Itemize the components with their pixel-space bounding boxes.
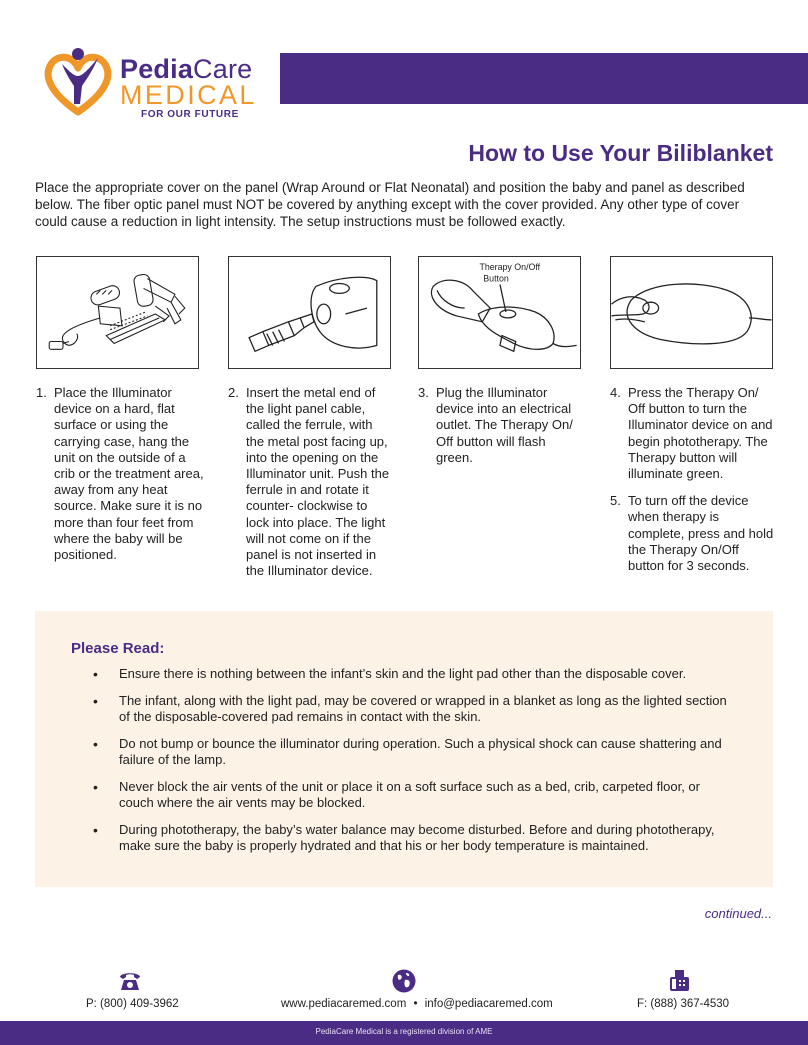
step-number: 4. [610,385,621,400]
step-number: 5. [610,493,621,509]
step-column-1 [36,385,206,574]
callout-label-line1: Therapy On/Off [479,261,541,272]
list-item [93,736,733,769]
list-item [93,779,733,812]
plug-icon [419,257,580,368]
step-text: Plug the Illuminator device into an electrical outlet. The Therapy On/ Off button will flash green. [436,385,573,465]
page-title: How to Use Your Biliblanket [468,140,773,166]
step-item-1 [36,385,206,563]
continued-label: continued... [704,906,772,921]
list-item-text: Never block the air vents of the unit or place it on a soft surface such as a bed, crib, carpeted floor, or couch where the air vents may be blocked. [119,778,700,810]
plug-illustration [418,256,581,369]
list-item-text: Do not bump or bounce the illuminator during operation. Such a physical shock can cause shattering and failure of the lamp. [119,735,722,767]
please-read-list [93,666,733,865]
list-item [93,822,733,855]
list-item-text: During phototherapy, the baby’s water balance may become disturbed. Before and during phototherapy, make sure the baby is properly hydrated and that his or her body temperature is maintained. [119,821,715,853]
bullet-icon: • [93,735,98,752]
footer-band [0,1021,808,1045]
fax-icon [666,968,692,994]
please-read-panel [35,611,773,887]
brand-medical: MEDICAL [120,80,257,110]
please-read-title: Please Read: [71,640,165,657]
footer-contact [281,998,553,1010]
illuminator-kit-icon [37,257,198,368]
step-column-4 [610,385,775,585]
globe-icon [391,968,417,994]
step-number: 3. [418,385,429,400]
step-column-2 [228,385,392,590]
brand-part-pedia: Pedia [120,54,194,84]
brand-part-care: Care [193,54,253,84]
step-text: Press the Therapy On/ Off button to turn the Illuminator device on and begin phototherapy. The Therapy button will illuminate green. [628,385,773,482]
list-item [93,693,733,726]
step-item-4 [610,385,775,482]
brand-tagline: FOR OUR FUTURE [141,109,239,120]
phone-icon [117,968,143,994]
press-button-illustration [610,256,773,369]
step-item-2 [228,385,392,579]
step-item-3 [418,385,584,466]
press-button-icon [611,257,772,368]
callout-label-line2: Button [483,273,509,284]
footer-separator: • [413,998,418,1010]
list-item [93,666,733,683]
footer-phone: P: (800) 409-3962 [86,998,179,1010]
heart-figure-logo-icon [42,46,114,118]
footer-note: PediaCare Medical is a registered division of AME [315,1027,493,1036]
ferrule-icon [229,257,390,368]
step-number: 1. [36,385,47,400]
step-text: Place the Illuminator device on a hard, flat surface or using the carrying case, hang the unit on the outside of a crib or the treatment area, away from any heat source. Make sure it is no more than four feet from where the baby will be positioned. [54,385,204,563]
step-text: To turn off the device when therapy is complete, press and hold the Therapy On/Off button for 3 seconds. [628,493,774,574]
ferrule-illustration [228,256,391,369]
illuminator-kit-illustration [36,256,199,369]
list-item-text: The infant, along with the light pad, may be covered or wrapped in a blanket as long as the lighted section of the disposable-covered pad remains in contact with the skin. [119,692,727,724]
step-text: Insert the metal end of the light panel cable, called the ferrule, with the metal post facing up, into the opening on the Illuminator unit. Push the ferrule in and rotate it counter- clockwise to lock into place. The light will not come on if the panel is not inserted in the Illuminator device. [246,385,390,579]
bullet-icon: • [93,666,98,682]
step-number: 2. [228,385,239,400]
footer-fax: F: (888) 367-4530 [637,998,730,1010]
bullet-icon: • [93,821,98,838]
email-link[interactable]: info@pediacaremed.com [424,998,553,1010]
website-link[interactable]: www.pediacaremed.com [281,998,407,1010]
bullet-icon: • [93,692,98,709]
intro-paragraph: Place the appropriate cover on the panel (Wrap Around or Flat Neonatal) and position the baby and panel as described below. The fiber optic panel must NOT be covered by anything except with the cover provided. Any other type of cover could cause a reduction in light intensity. The setup instructions must be followed exactly. [35,180,745,229]
step-column-3 [418,385,584,477]
bullet-icon: • [93,778,98,795]
step-item-5 [610,493,775,574]
list-item-text: Ensure there is nothing between the infant’s skin and the light pad other than the disposable cover. [119,666,687,681]
